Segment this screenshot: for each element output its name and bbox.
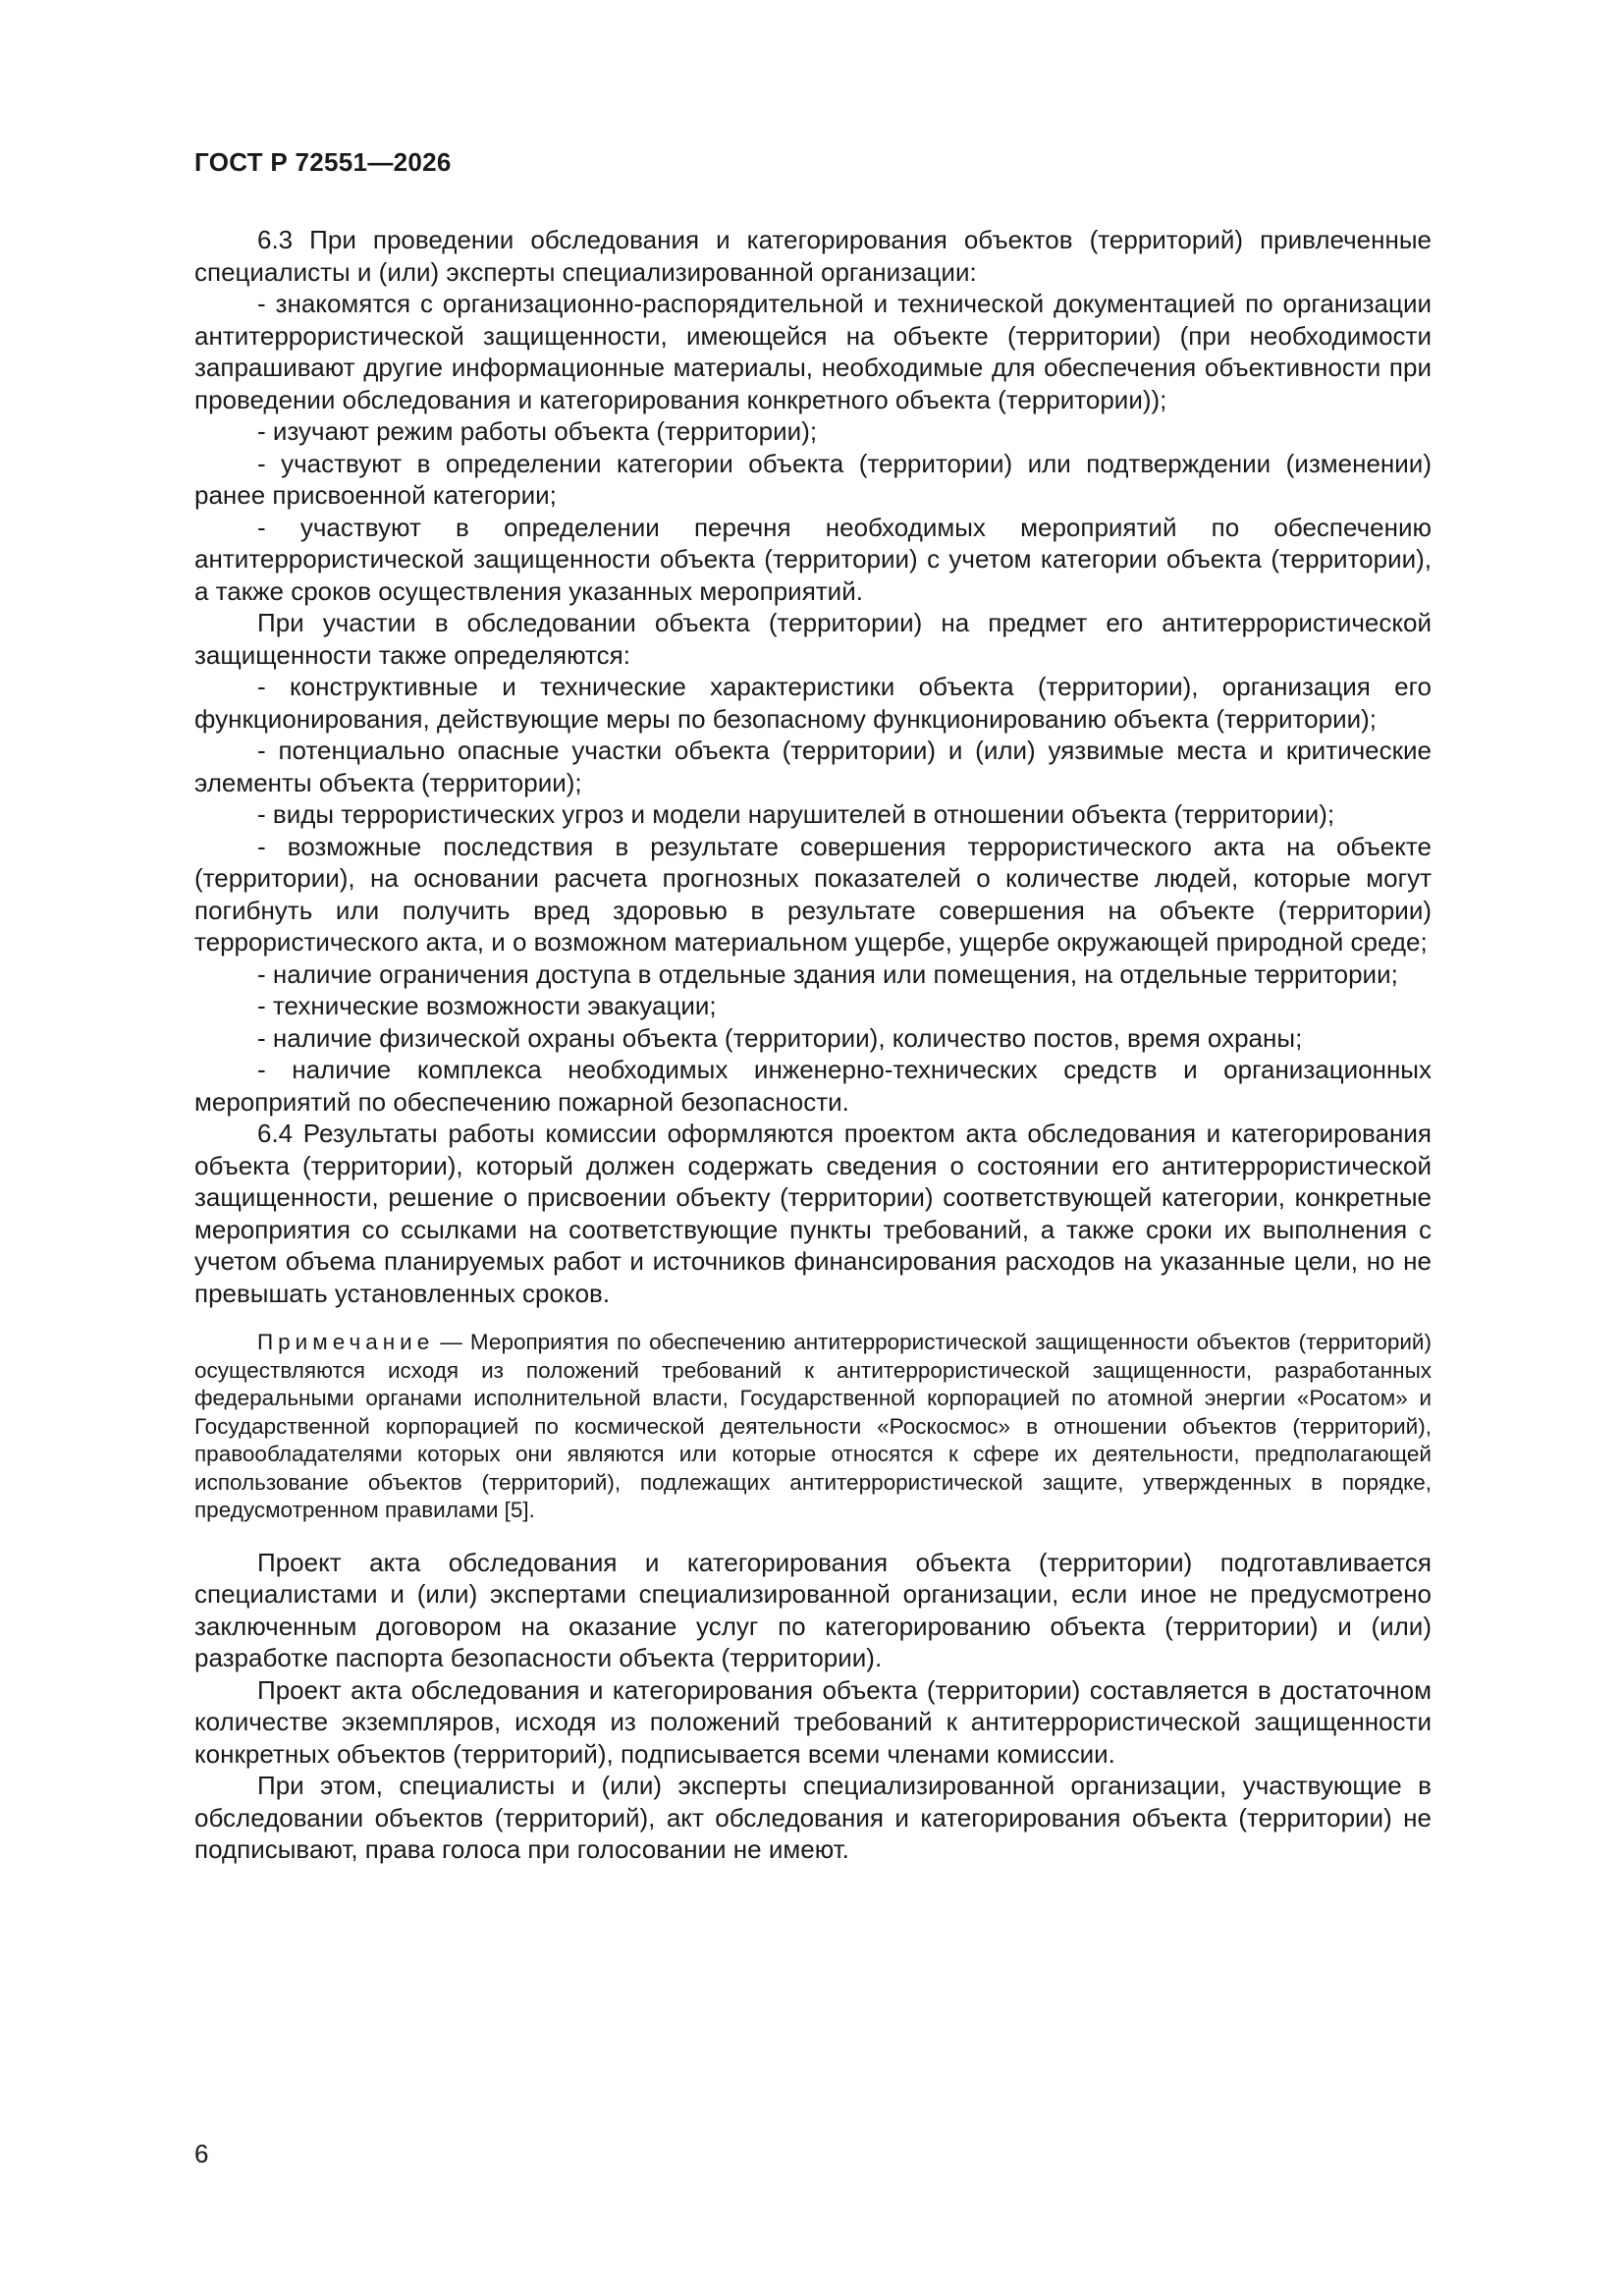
paragraph-6-3: 6.3 При проведении обследования и категорирования объектов (территорий) привлеченные специалисты и (или) эксперты специализированной организации: xyxy=(194,225,1432,287)
paragraph: Проект акта обследования и категорирования объекта (территории) подготавливается специалистами и (или) экспертами специализированной организации, если иное не предусмотрено заключенным договором на оказание услуг по категорированию объекта (территории) и (или) разработке паспорта безопасности объекта (территории). xyxy=(194,1547,1432,1672)
list-item: - наличие ограничения доступа в отдельные здания или помещения, на отдельные территории; xyxy=(257,958,1398,989)
page-number: 6 xyxy=(194,2139,209,2168)
list-item: - технические возможности эвакуации; xyxy=(257,991,717,1020)
document-header: ГОСТ Р 72551—2026 xyxy=(194,147,452,177)
note-text: — Мероприятия по обеспечению антитеррористической защищенности объектов (территорий) осуществляются исходя из положений требований к антитеррористической защищенности, разработанных федеральными органами исполнительной власти, Государственной корпорацией по атомной энергии «Росатом» и Государственной корпорацией по космической деятельности «Роскосмос» в отношении объектов (территорий), правообладателями которых они являются или которые относятся к сфере их деятельности, предполагающей использование объектов (территорий), подлежащих антитеррористической защите, утвержденных в порядке, предусмотренном правилами [5]. xyxy=(194,1330,1432,1522)
list-item: - участвуют в определении перечня необходимых мероприятий по обеспечению антитеррористической защищенности объекта (территории) с учетом категории объекта (территории), а также сроков осуществления указанных мероприятий. xyxy=(194,512,1432,606)
list-item: - участвуют в определении категории объекта (территории) или подтверждении (изменении) ранее присвоенной категории; xyxy=(194,448,1432,510)
list-item: - конструктивные и технические характеристики объекта (территории), организация его функционирования, действующие меры по безопасному функционированию объекта (территории); xyxy=(194,672,1432,734)
list-item: - виды террористических угроз и модели нарушителей в отношении объекта (территории); xyxy=(257,799,1335,829)
list-item: - наличие физической охраны объекта (территории), количество постов, время охраны; xyxy=(257,1022,1303,1053)
paragraph: При участии в обследовании объекта (территории) на предмет его антитеррористической защищенности также определяются: xyxy=(194,608,1432,670)
paragraph: При этом, специалисты и (или) эксперты специализированной организации, участвующие в обследовании объектов (территорий), акт обследования и категорирования объекта (территории) не подписывают, права голоса при голосовании не имеют. xyxy=(194,1771,1432,1864)
list-item: - знакомятся с организационно-распорядительной и технической документацией по организации антитеррористической защищенности, имеющейся на объекте (территории) (при необходимости запрашивают другие информационные материалы, необходимые для обеспечения объективности при проведении обследования и категорирования конкретного объекта (территории)); xyxy=(194,289,1432,414)
document-body xyxy=(194,224,1432,1866)
note-block xyxy=(194,1329,1432,1525)
paragraph: Проект акта обследования и категорирования объекта (территории) составляется в достаточном количестве экземпляров, исходя из положений требований к антитеррористической защищенности конкретных объектов (территорий), подписывается всеми членами комиссии. xyxy=(194,1674,1432,1769)
list-item: - изучают режим работы объекта (территории); xyxy=(257,416,818,446)
list-item: - наличие комплекса необходимых инженерно-технических средств и организационных мероприятий по обеспечению пожарной безопасности. xyxy=(194,1055,1432,1117)
note-label: Примечание xyxy=(257,1330,435,1354)
list-item: - возможные последствия в результате совершения террористического акта на объекте (территории), на основании расчета прогнозных показателей о количестве людей, которые могут погибнуть или получить вред здоровью в результате совершения на объекте (территории) террористического акта, и о возможном материальном ущербе, ущербе окружающей природной среде; xyxy=(194,831,1432,957)
paragraph-6-4: 6.4 Результаты работы комиссии оформляются проектом акта обследования и категорирования объекта (территории), который должен содержать сведения о состоянии его антитеррористической защищенности, решение о присвоении объекту (территории) соответствующей категории, конкретные мероприятия со ссылками на соответствующие пункты требований, а также сроки их выполнения с учетом объема планируемых работ и источников финансирования расходов на указанные цели, но не превышать установленных сроков. xyxy=(194,1119,1432,1308)
list-item: - потенциально опасные участки объекта (территории) и (или) уязвимые места и критические элементы объекта (территории); xyxy=(194,736,1432,797)
